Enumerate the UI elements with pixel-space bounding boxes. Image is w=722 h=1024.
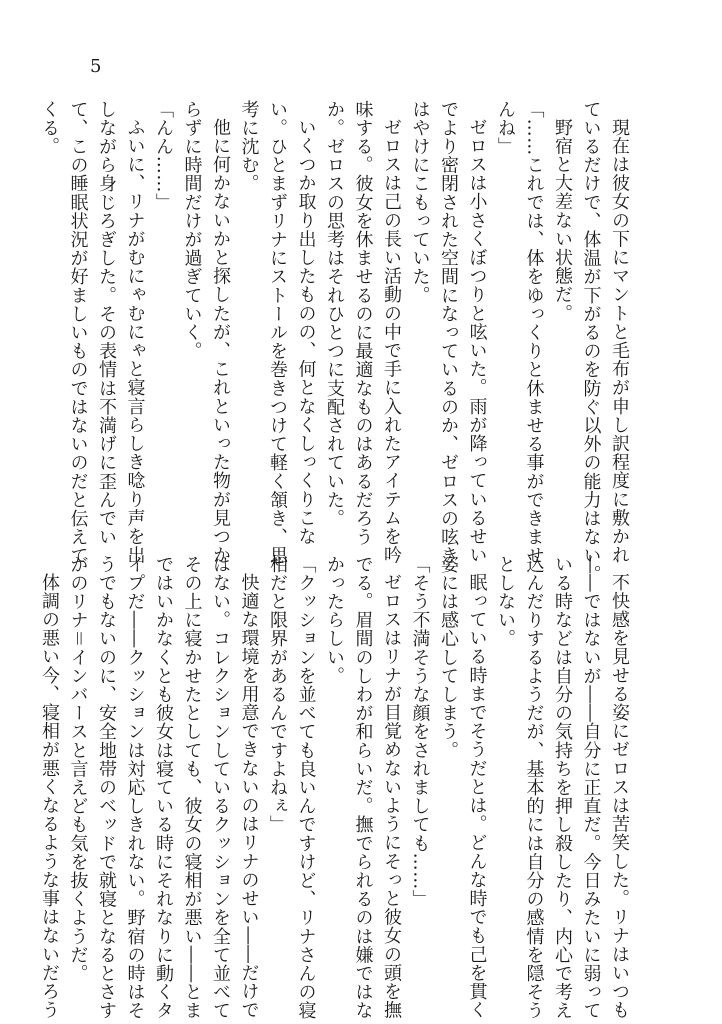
text-line: 相だと限界があるんですよねぇ」 [267,555,288,834]
text-line: 体調の悪い今、寝相が悪くなるような事はないだろう [39,573,60,1020]
text-line: としない。 [495,555,516,648]
text-line: らずに時間だけが過ぎていく。 [181,100,203,361]
text-line: か。ゼロスの思考はそれひとつに支配されていた。 [324,100,345,528]
text-line: 「そう不満そうな顔をされましても……」 [409,555,431,909]
text-line: 「クッションを並べても良いんですけど、リナさんの寝 [295,555,317,1020]
text-line: はやけにこもっていた。 [409,100,431,305]
text-line: 眠っている時までそうだとは。どんな時でも己を貫く [466,573,488,1020]
text-line: い。ひとまずリナにストールを巻きつけて軽く頷き、思 [267,100,288,565]
text-line: でより密閉された空間になっているのか、ゼロスの呟き [438,100,459,565]
text-line: かったらしい。 [324,555,345,686]
text-line: 「んん……」 [153,100,174,212]
text-block-bottom [39,555,633,1020]
text-line: 込んだりするようだが、基本的には自分の感情を隠そう [523,555,545,1020]
text-line: くる。 [39,100,60,156]
text-line: 考に沈む。 [238,100,260,193]
text-line: て、この睡眠状況が好ましいものではないのだと伝えて [67,100,89,565]
text-line: でる。眉間のしわが和らいだ。撫でられるのは嫌ではな [352,555,374,1020]
text-line: 不快感を見せる姿にゼロスは苦笑した。リナはいつも [609,573,630,1020]
text-line: はない。コレクションしているクッションを全て並べて [210,555,231,1020]
text-line: ではいかなくとも彼女は寝ている時にそれなりに動くタ [153,555,174,1020]
page-number: 5 [90,56,102,77]
text-line: 味する。彼女を休ませるのに最適なものはあるだろう [352,100,374,547]
text-line: 現在は彼女の下にマントと毛布が申し訳程度に敷かれ [609,118,630,565]
text-line: いる時などは自分の気持ちを押し殺したり、内心で考え [552,555,573,1020]
text-line: ゼロスはリナが目覚めないようにそっと彼女の頭を撫 [381,573,402,1020]
text-line: がのリナ＝インバースと言えども気を抜くようだ。 [67,555,89,983]
text-line: ふいに、リナがむにゃむにゃと寝言らしき唸り声を出 [124,118,146,565]
text-line: いくつか取り出したものの、何となくしっくりこな [295,118,317,546]
text-line: うでもないのに、安全地帯のベッドで就寝となるとさす [96,555,117,1020]
text-block-top [39,100,633,584]
text-line: しながら身じろぎした。その表情は不満げに歪んでい [96,100,117,547]
text-line: 野宿と大差ない状態だ。 [552,118,573,323]
text-line: その上に寝かせたとしても、彼女の寝相が悪い――とま [181,555,203,1020]
text-line: 快適な環境を用意できないのはリナのせい――だけで [238,573,260,1020]
text-line: 姿には感心してしまう。 [438,555,459,760]
text-line: 他に何かないかと探したが、これといった物が見つか [210,118,231,565]
text-line: ――ではないが――自分に正直だ。今日みたいに弱って [580,555,602,1020]
text-line: 「……これでは、体をゆっくりと休ませる事ができませ [523,100,545,565]
text-line: ゼロスは小さくぼつりと呟いた。雨が降っているせい [466,118,488,565]
text-line: イプだ――クッションは対応しきれない。野宿の時はそ [124,555,146,1020]
text-line: んね」 [495,100,516,156]
text-line: ているだけで、体温が下がるのを防ぐ以外の能力はない。 [580,100,602,584]
text-line: ゼロスは己の長い活動の中で手に入れたアイテムを吟 [381,118,402,565]
